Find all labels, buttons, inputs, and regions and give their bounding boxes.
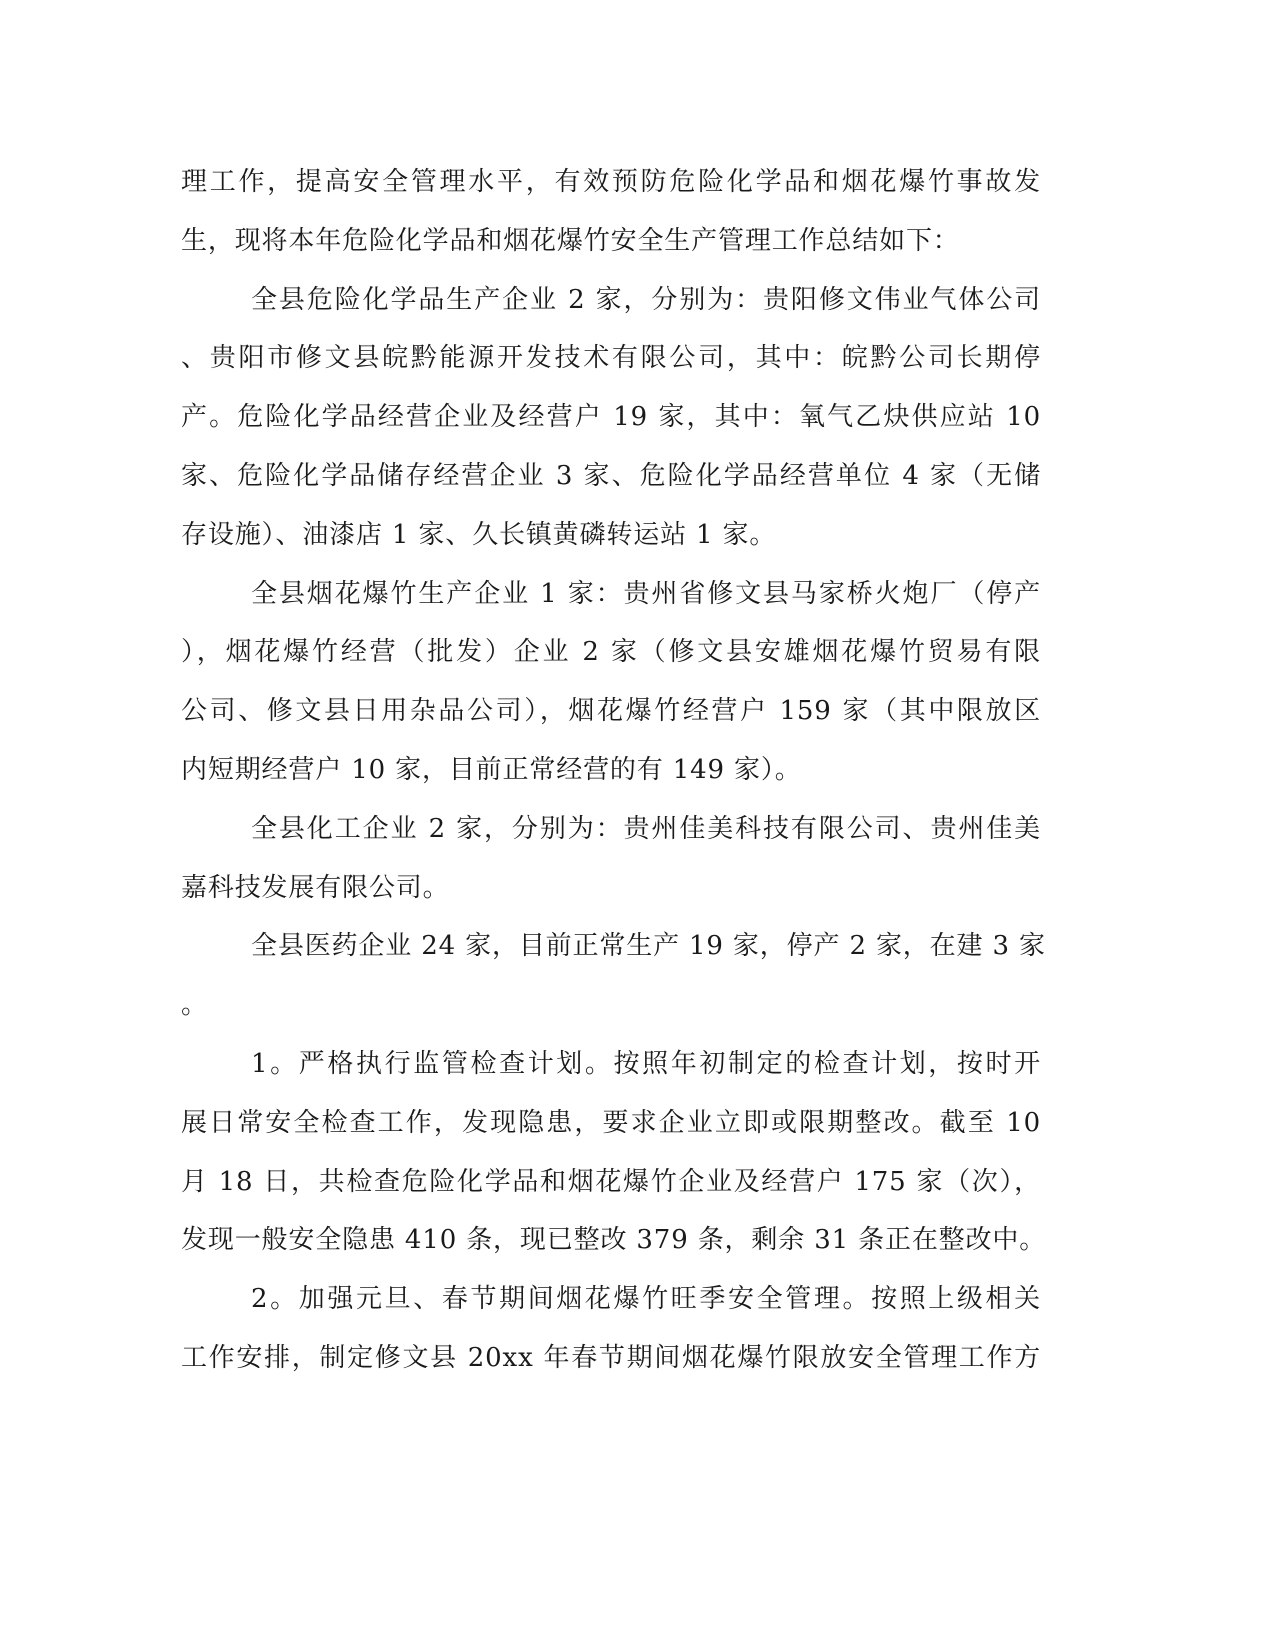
text-line: 全县危险化学品生产企业 2 家，分别为：贵阳修文伟业气体公司 [251, 284, 1041, 315]
text-line: 发现一般安全隐患 410 条，现已整改 379 条，剩余 31 条正在整改中。 [181, 1225, 1047, 1256]
text-line: ），烟花爆竹经营（批发）企业 2 家（修文县安雄烟花爆竹贸易有限 [181, 637, 1041, 668]
text-line: 工作安排，制定修文县 20xx 年春节期间烟花爆竹限放安全管理工作方 [181, 1342, 1041, 1373]
text-line: 2。加强元旦、春节期间烟花爆竹旺季安全管理。按照上级相关 [251, 1284, 1041, 1315]
text-line: 全县化工企业 2 家，分别为：贵州佳美科技有限公司、贵州佳美 [251, 813, 1041, 844]
text-line: 、贵阳市修文县皖黔能源开发技术有限公司，其中：皖黔公司长期停 [181, 343, 1041, 374]
text-line: 全县烟花爆竹生产企业 1 家：贵州省修文县马家桥火炮厂（停产 [251, 578, 1041, 609]
text-line: 内短期经营户 10 家，目前正常经营的有 149 家）。 [181, 754, 802, 785]
body-text [181, 153, 1047, 1388]
text-line: 存设施）、油漆店 1 家、久长镇黄磷转运站 1 家。 [181, 519, 777, 550]
text-line: 产。危险化学品经营企业及经营户 19 家，其中：氧气乙炔供应站 10 [181, 402, 1041, 433]
text-line: 嘉科技发展有限公司。 [181, 872, 450, 903]
text-line: 家、危险化学品储存经营企业 3 家、危险化学品经营单位 4 家（无储 [181, 460, 1041, 491]
text-line: 展日常安全检查工作，发现隐患，要求企业立即或限期整改。截至 10 [181, 1107, 1041, 1138]
text-line: 生，现将本年危险化学品和烟花爆竹安全生产管理工作总结如下： [181, 225, 960, 256]
text-line: 。 [181, 990, 208, 1021]
text-line: 全县医药企业 24 家，目前正常生产 19 家，停产 2 家，在建 3 家 [251, 931, 1046, 962]
text-line: 1。严格执行监管检查计划。按照年初制定的检查计划，按时开 [251, 1048, 1041, 1079]
text-line: 公司、修文县日用杂品公司），烟花爆竹经营户 159 家（其中限放区 [181, 696, 1041, 727]
text-line: 理工作，提高安全管理水平，有效预防危险化学品和烟花爆竹事故发 [181, 167, 1041, 197]
text-line: 月 18 日，共检查危险化学品和烟花爆竹企业及经营户 175 家（次）， [181, 1166, 1041, 1197]
